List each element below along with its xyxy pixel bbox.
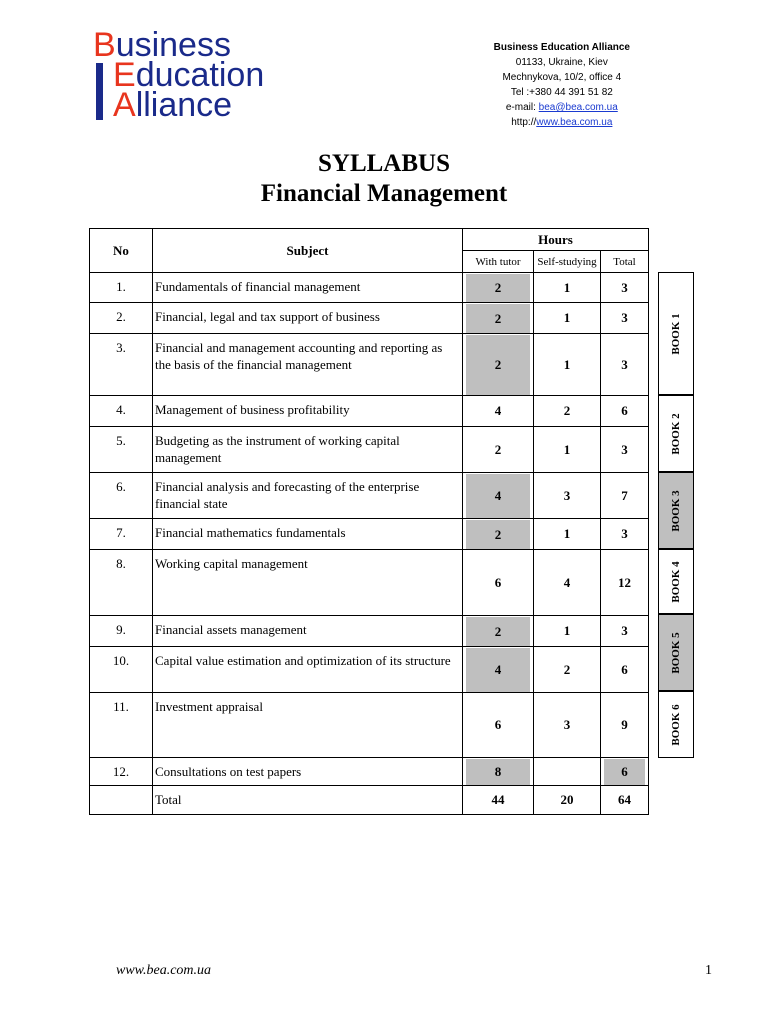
row-hours-tutor — [463, 473, 534, 519]
book-label-text: BOOK 2 — [670, 412, 682, 455]
row-hours-total: 3 — [601, 334, 649, 396]
hours-value: 2 — [466, 520, 530, 549]
book-label-5 — [658, 614, 694, 691]
row-hours-tutor: 6 — [463, 693, 534, 758]
row-subject: Budgeting as the instrument of working capital management — [153, 427, 463, 473]
syllabus-table — [89, 228, 649, 815]
web-prefix: http:// — [511, 117, 537, 128]
book-label-text: BOOK 5 — [670, 631, 682, 674]
book-label-6 — [658, 691, 694, 758]
contact-web-line — [494, 115, 630, 130]
hours-value: 2 — [466, 617, 530, 646]
row-hours-tutor — [463, 647, 534, 693]
company-logo — [93, 28, 293, 124]
table-row — [90, 758, 649, 786]
row-subject: Working capital management — [153, 550, 463, 616]
row-hours-total: 6 — [601, 647, 649, 693]
contact-block — [494, 40, 630, 130]
row-hours-total: 3 — [601, 519, 649, 550]
row-hours-tutor — [463, 334, 534, 396]
table-row — [90, 334, 649, 396]
header-no: No — [90, 229, 153, 273]
row-hours-tutor: 44 — [463, 786, 534, 815]
row-number: 9. — [90, 616, 153, 647]
row-subject: Consultations on test papers — [153, 758, 463, 786]
book-label-text: BOOK 3 — [670, 489, 682, 532]
book-label-text: BOOK 6 — [670, 703, 682, 746]
row-hours-total: 3 — [601, 303, 649, 334]
row-hours-total: 7 — [601, 473, 649, 519]
contact-address-line-1: 01133, Ukraine, Kiev — [515, 57, 608, 68]
header-subject: Subject — [153, 229, 463, 273]
row-number: 12. — [90, 758, 153, 786]
row-hours-tutor: 6 — [463, 550, 534, 616]
document-title: SYLLABUS — [318, 150, 450, 177]
header-hours: Hours — [463, 229, 649, 251]
row-subject: Total — [153, 786, 463, 815]
hours-value: 2 — [466, 304, 530, 333]
logo-bar-decoration — [96, 63, 103, 120]
row-hours-total: 12 — [601, 550, 649, 616]
row-hours-tutor: 2 — [463, 427, 534, 473]
document-subtitle: Financial Management — [260, 180, 508, 207]
book-label-4 — [658, 549, 694, 614]
table-row — [90, 550, 649, 616]
row-hours-total: 9 — [601, 693, 649, 758]
book-label-text: BOOK 4 — [670, 560, 682, 603]
row-number: 1. — [90, 273, 153, 303]
row-subject: Financial, legal and tax support of business — [153, 303, 463, 334]
email-link[interactable]: bea@bea.com.ua — [538, 102, 618, 113]
table-row — [90, 473, 649, 519]
table-row — [90, 273, 649, 303]
row-hours-total: 3 — [601, 427, 649, 473]
row-subject: Fundamentals of financial management — [153, 273, 463, 303]
book-label-3 — [658, 472, 694, 549]
contact-address-line-2: Mechnykova, 10/2, office 4 — [502, 72, 622, 83]
hours-value: 4 — [466, 474, 530, 518]
row-hours-total — [601, 758, 649, 786]
footer-url: www.bea.com.ua — [116, 963, 212, 978]
table-row — [90, 519, 649, 550]
table-row — [90, 786, 649, 815]
logo-line-1: Business — [93, 26, 231, 64]
row-hours-self: 3 — [534, 473, 601, 519]
row-number: 5. — [90, 427, 153, 473]
row-number: 8. — [90, 550, 153, 616]
website-link[interactable]: www.bea.com.ua — [536, 117, 613, 128]
row-subject: Investment appraisal — [153, 693, 463, 758]
row-number: 3. — [90, 334, 153, 396]
row-hours-self: 1 — [534, 334, 601, 396]
row-hours-self: 4 — [534, 550, 601, 616]
row-hours-self: 20 — [534, 786, 601, 815]
book-label-2 — [658, 395, 694, 472]
contact-phone: Tel :+380 44 391 51 82 — [510, 87, 613, 98]
row-subject: Financial and management accounting and reporting as the basis of the financial management — [153, 334, 463, 396]
book-label-1 — [658, 272, 694, 395]
logo-line-2: Education — [113, 56, 265, 94]
email-prefix: e-mail: — [505, 102, 539, 113]
row-number: 2. — [90, 303, 153, 334]
row-hours-tutor — [463, 616, 534, 647]
row-hours-self: 2 — [534, 396, 601, 427]
row-hours-self: 1 — [534, 273, 601, 303]
table-row — [90, 396, 649, 427]
hours-value: 6 — [604, 759, 645, 785]
row-hours-self: 1 — [534, 303, 601, 334]
table-row — [90, 303, 649, 334]
row-number — [90, 786, 153, 815]
logo-line-3: Alliance — [113, 86, 233, 124]
table-row — [90, 616, 649, 647]
row-hours-tutor — [463, 303, 534, 334]
row-hours-tutor — [463, 273, 534, 303]
row-hours-total: 3 — [601, 273, 649, 303]
hours-value: 4 — [466, 648, 530, 692]
table-row — [90, 427, 649, 473]
hours-value: 8 — [466, 759, 530, 785]
row-number: 6. — [90, 473, 153, 519]
contact-email-line — [494, 100, 630, 115]
row-hours-self: 1 — [534, 427, 601, 473]
row-subject: Financial analysis and forecasting of the enterprise financial state — [153, 473, 463, 519]
row-subject: Capital value estimation and optimization of its structure — [153, 647, 463, 693]
row-hours-self — [534, 758, 601, 786]
row-hours-total: 64 — [601, 786, 649, 815]
page-number: 1 — [705, 963, 712, 978]
contact-org-name: Business Education Alliance — [493, 42, 630, 53]
row-hours-tutor — [463, 519, 534, 550]
row-number: 11. — [90, 693, 153, 758]
row-hours-self: 2 — [534, 647, 601, 693]
header-self-studying: Self-studying — [534, 251, 601, 273]
table-row — [90, 647, 649, 693]
row-hours-total: 6 — [601, 396, 649, 427]
row-number: 7. — [90, 519, 153, 550]
row-hours-self: 3 — [534, 693, 601, 758]
header-with-tutor: With tutor — [463, 251, 534, 273]
row-number: 4. — [90, 396, 153, 427]
row-hours-self: 1 — [534, 616, 601, 647]
row-hours-self: 1 — [534, 519, 601, 550]
row-number: 10. — [90, 647, 153, 693]
book-label-text: BOOK 1 — [670, 312, 682, 355]
row-hours-tutor — [463, 758, 534, 786]
row-subject: Financial mathematics fundamentals — [153, 519, 463, 550]
table-row — [90, 693, 649, 758]
header-total: Total — [601, 251, 649, 273]
hours-value: 2 — [466, 335, 530, 395]
row-subject: Management of business profitability — [153, 396, 463, 427]
hours-value: 2 — [466, 274, 530, 302]
row-hours-total: 3 — [601, 616, 649, 647]
row-subject: Financial assets management — [153, 616, 463, 647]
row-hours-tutor: 4 — [463, 396, 534, 427]
